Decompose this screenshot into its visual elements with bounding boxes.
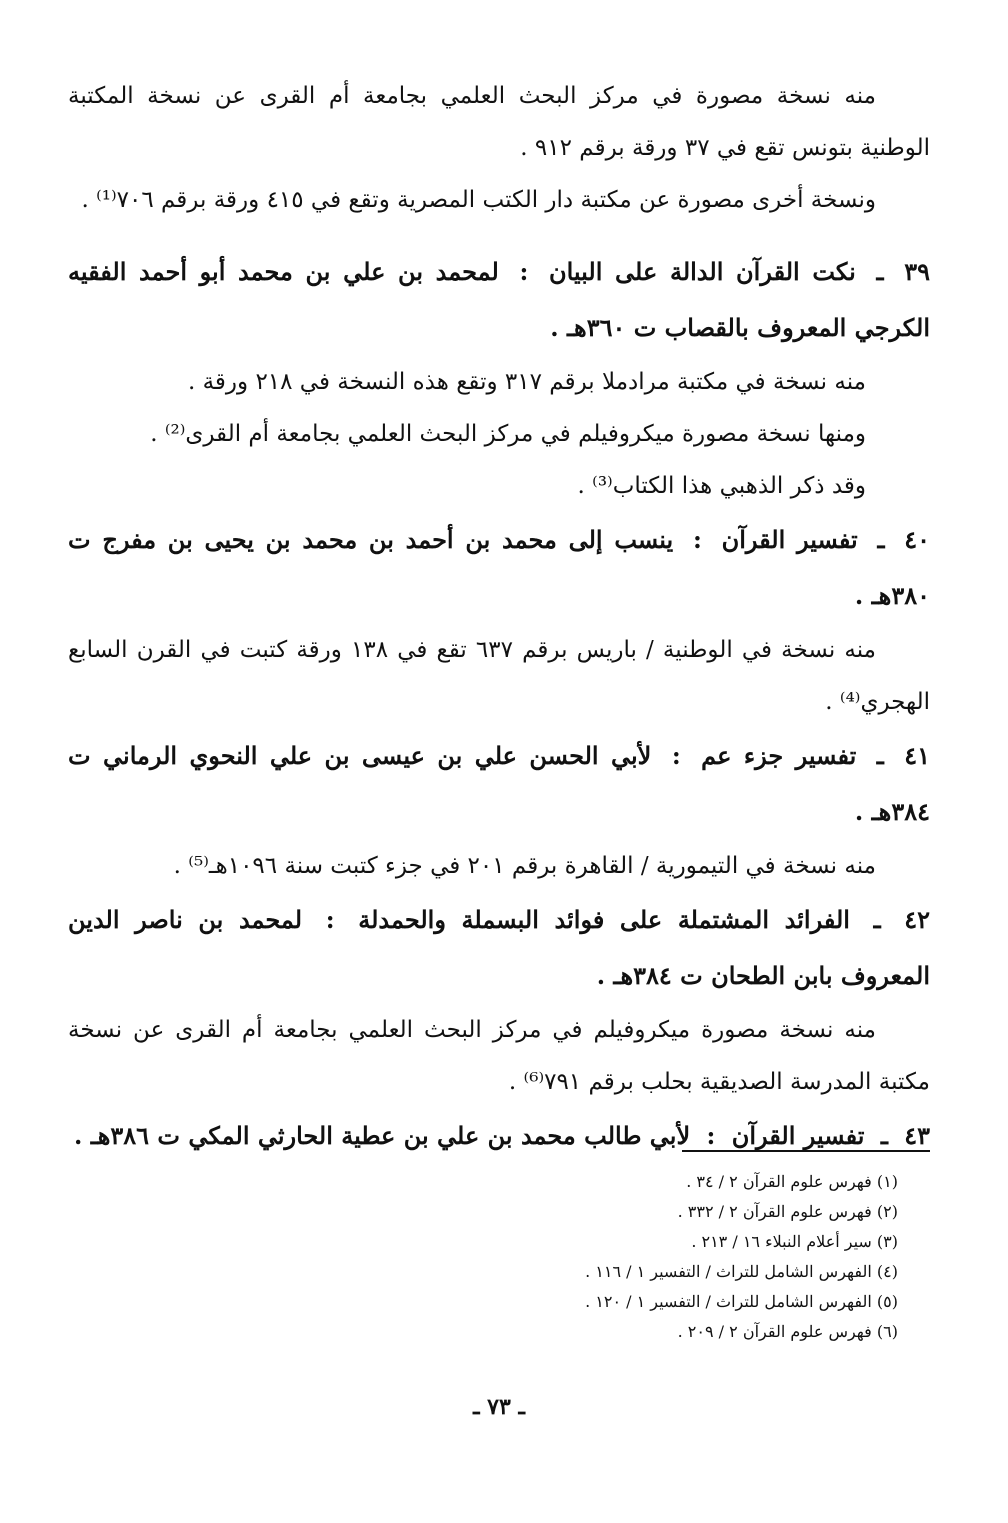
entry-41-paragraph-1: منه نسخة في التيمورية / القاهرة برقم ٢٠١ في جزء كتبت سنة ١٠٩٦هـ⁽⁵⁾ . <box>173 853 876 879</box>
entry-dash: ـ <box>873 905 881 934</box>
entry-dash: ـ <box>876 741 884 770</box>
entry-41-author: لأبي الحسن علي بن عيسى بن علي النحوي الرماني ت ٣٨٤هـ . <box>68 741 930 826</box>
footnote-separator <box>682 1150 930 1152</box>
entry-39-number: ٣٩ <box>904 257 930 286</box>
entry-43-author: لأبي طالب محمد بن علي بن عطية الحارثي المكي ت ٣٨٦هـ . <box>73 1121 691 1150</box>
entry-39-title: نكت القرآن الدالة على البيان <box>548 257 856 286</box>
entry-43 <box>68 1108 930 1164</box>
intro-entry <box>68 70 930 226</box>
entry-40-number: ٤٠ <box>904 525 931 554</box>
entry-40-heading <box>68 512 930 624</box>
footnote-4: (٤) الفهرس الشامل للتراث / التفسير ١ / ١١٦ . <box>585 1262 898 1281</box>
footnotes <box>78 1167 898 1347</box>
entry-43-title: تفسير القرآن <box>731 1121 865 1150</box>
entry-39 <box>68 244 930 512</box>
entry-42-author: لمحمد بن ناصر الدين المعروف بابن الطحان ت ٣٨٤هـ . <box>68 905 930 990</box>
entry-39-author: لمحمد بن علي بن محمد أبو أحمد الفقيه الكرجي المعروف بالقصاب ت ٣٦٠هـ . <box>68 257 930 342</box>
entry-40-author: ينسب إلى محمد بن أحمد بن محمد بن يحيى بن مفرج ت ٣٨٠هـ . <box>68 525 930 610</box>
entry-dash: ـ <box>877 525 885 554</box>
entry-42-heading <box>68 892 930 1004</box>
footnote-3: (٣) سير أعلام النبلاء ١٦ / ٢١٣ . <box>691 1232 898 1251</box>
entry-39-paragraph-3: وقد ذكر الذهبي هذا الكتاب⁽³⁾ . <box>577 473 866 499</box>
entry-colon: : <box>706 1121 716 1150</box>
footnote-6: (٦) فهرس علوم القرآن ٢ / ٢٠٩ . <box>677 1322 898 1341</box>
entry-colon: : <box>325 905 335 934</box>
entry-42 <box>68 892 930 1108</box>
entry-dash: ـ <box>880 1121 888 1150</box>
entry-40 <box>68 512 930 728</box>
entry-colon: : <box>671 741 681 770</box>
footnote-2: (٢) فهرس علوم القرآن ٢ / ٣٣٢ . <box>677 1202 898 1221</box>
entry-41 <box>68 728 930 892</box>
entry-43-number: ٤٣ <box>904 1121 930 1150</box>
intro-paragraph-1: منه نسخة مصورة في مركز البحث العلمي بجامعة أم القرى عن نسخة المكتبة الوطنية بتونس تقع في ٣٧ ورقة برقم ٩١٢ . <box>68 83 930 161</box>
entry-40-title: تفسير القرآن <box>721 525 858 554</box>
entry-39-paragraph-2: ومنها نسخة مصورة ميكروفيلم في مركز البحث العلمي بجامعة أم القرى⁽²⁾ . <box>150 421 866 447</box>
entry-colon: : <box>692 525 702 554</box>
entry-41-heading <box>68 728 930 840</box>
document-page <box>68 70 930 1460</box>
page-number: ـ ٧٣ ـ <box>473 1394 525 1420</box>
entry-41-title: تفسير جزء عم <box>701 741 857 770</box>
entry-40-paragraph-1: منه نسخة في الوطنية / باريس برقم ٦٣٧ تقع في ١٣٨ ورقة كتبت في القرن السابع الهجري⁽⁴⁾ . <box>68 637 930 715</box>
footnote-1: (١) فهرس علوم القرآن ٢ / ٣٤ . <box>686 1172 898 1191</box>
entry-43-heading <box>68 1108 930 1164</box>
entry-41-number: ٤١ <box>904 741 931 770</box>
entry-42-title: الفرائد المشتملة على فوائد البسملة والحمدلة <box>358 905 850 934</box>
entry-39-heading <box>68 244 930 356</box>
entry-42-paragraph-1: منه نسخة مصورة ميكروفيلم في مركز البحث العلمي بجامعة أم القرى عن نسخة مكتبة المدرسة الصديقية بحلب برقم ٧٩١⁽⁶⁾ . <box>68 1017 930 1095</box>
entry-colon: : <box>519 257 529 286</box>
entry-39-paragraph-1: منه نسخة في مكتبة مرادملا برقم ٣١٧ وتقع هذه النسخة في ٢١٨ ورقة . <box>187 369 866 395</box>
intro-paragraph-2: ونسخة أخرى مصورة عن مكتبة دار الكتب المصرية وتقع في ٤١٥ ورقة برقم ٧٠٦⁽¹⁾ . <box>81 187 876 213</box>
footnote-5: (٥) الفهرس الشامل للتراث / التفسير ١ / ١٢٠ . <box>585 1292 898 1311</box>
entry-dash: ـ <box>876 257 884 286</box>
entry-42-number: ٤٢ <box>904 905 931 934</box>
